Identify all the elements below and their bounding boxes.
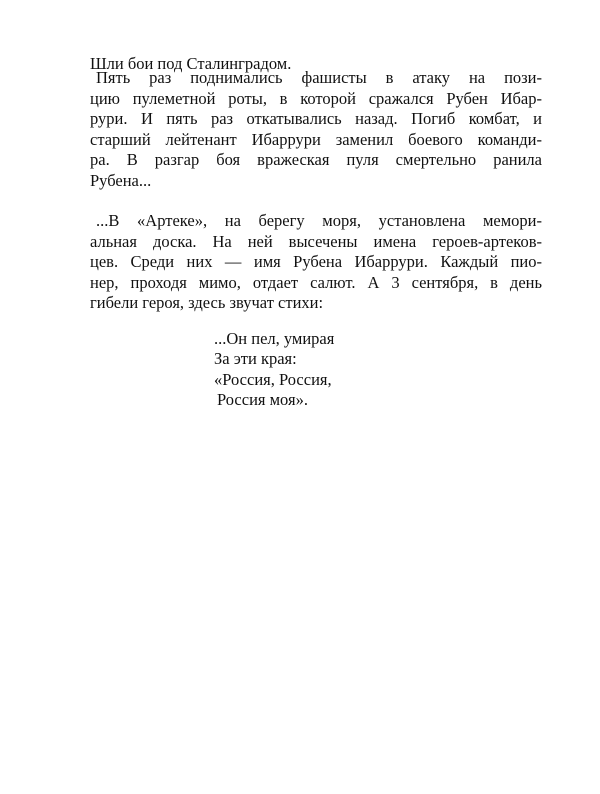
text-line: Рубена... <box>90 170 152 190</box>
verse-line: «Россия, Россия, <box>214 369 332 389</box>
text-line: цию пулеметной роты, в которой сражался Рубен Ибар- <box>90 88 542 108</box>
paragraph-battle <box>90 68 542 192</box>
text-line: Шли бои под Сталинградом. <box>90 54 292 73</box>
verse-stanza <box>214 329 334 410</box>
text-line: Пять раз поднимались фашисты в атаку на пози- <box>96 68 542 87</box>
text-line: цев. Среди них — имя Рубена Ибаррури. Каждый пио- <box>90 252 542 272</box>
text-line: ...В «Артеке», на берегу моря, установлена мемори- <box>96 211 542 230</box>
verse-line: За эти края: <box>214 349 297 369</box>
text-line: ра. В разгар боя вражеская пуля смертельно ранила <box>90 150 542 170</box>
text-line: старший лейтенант Ибаррури заменил боевого команди- <box>90 129 542 149</box>
text-line: альная доска. На ней высечены имена героев-артеков- <box>90 231 542 251</box>
text-line: гибели героя, здесь звучат стихи: <box>90 293 324 313</box>
verse-line: Россия моя». <box>217 389 308 409</box>
text-line: рури. И пять раз откатывались назад. Погиб комбат, и <box>90 109 542 129</box>
text-line: нер, проходя мимо, отдает салют. А 3 сентября, в день <box>90 272 542 292</box>
verse-line: ...Он пел, умирая <box>214 329 335 348</box>
paragraph-artek <box>90 211 542 314</box>
